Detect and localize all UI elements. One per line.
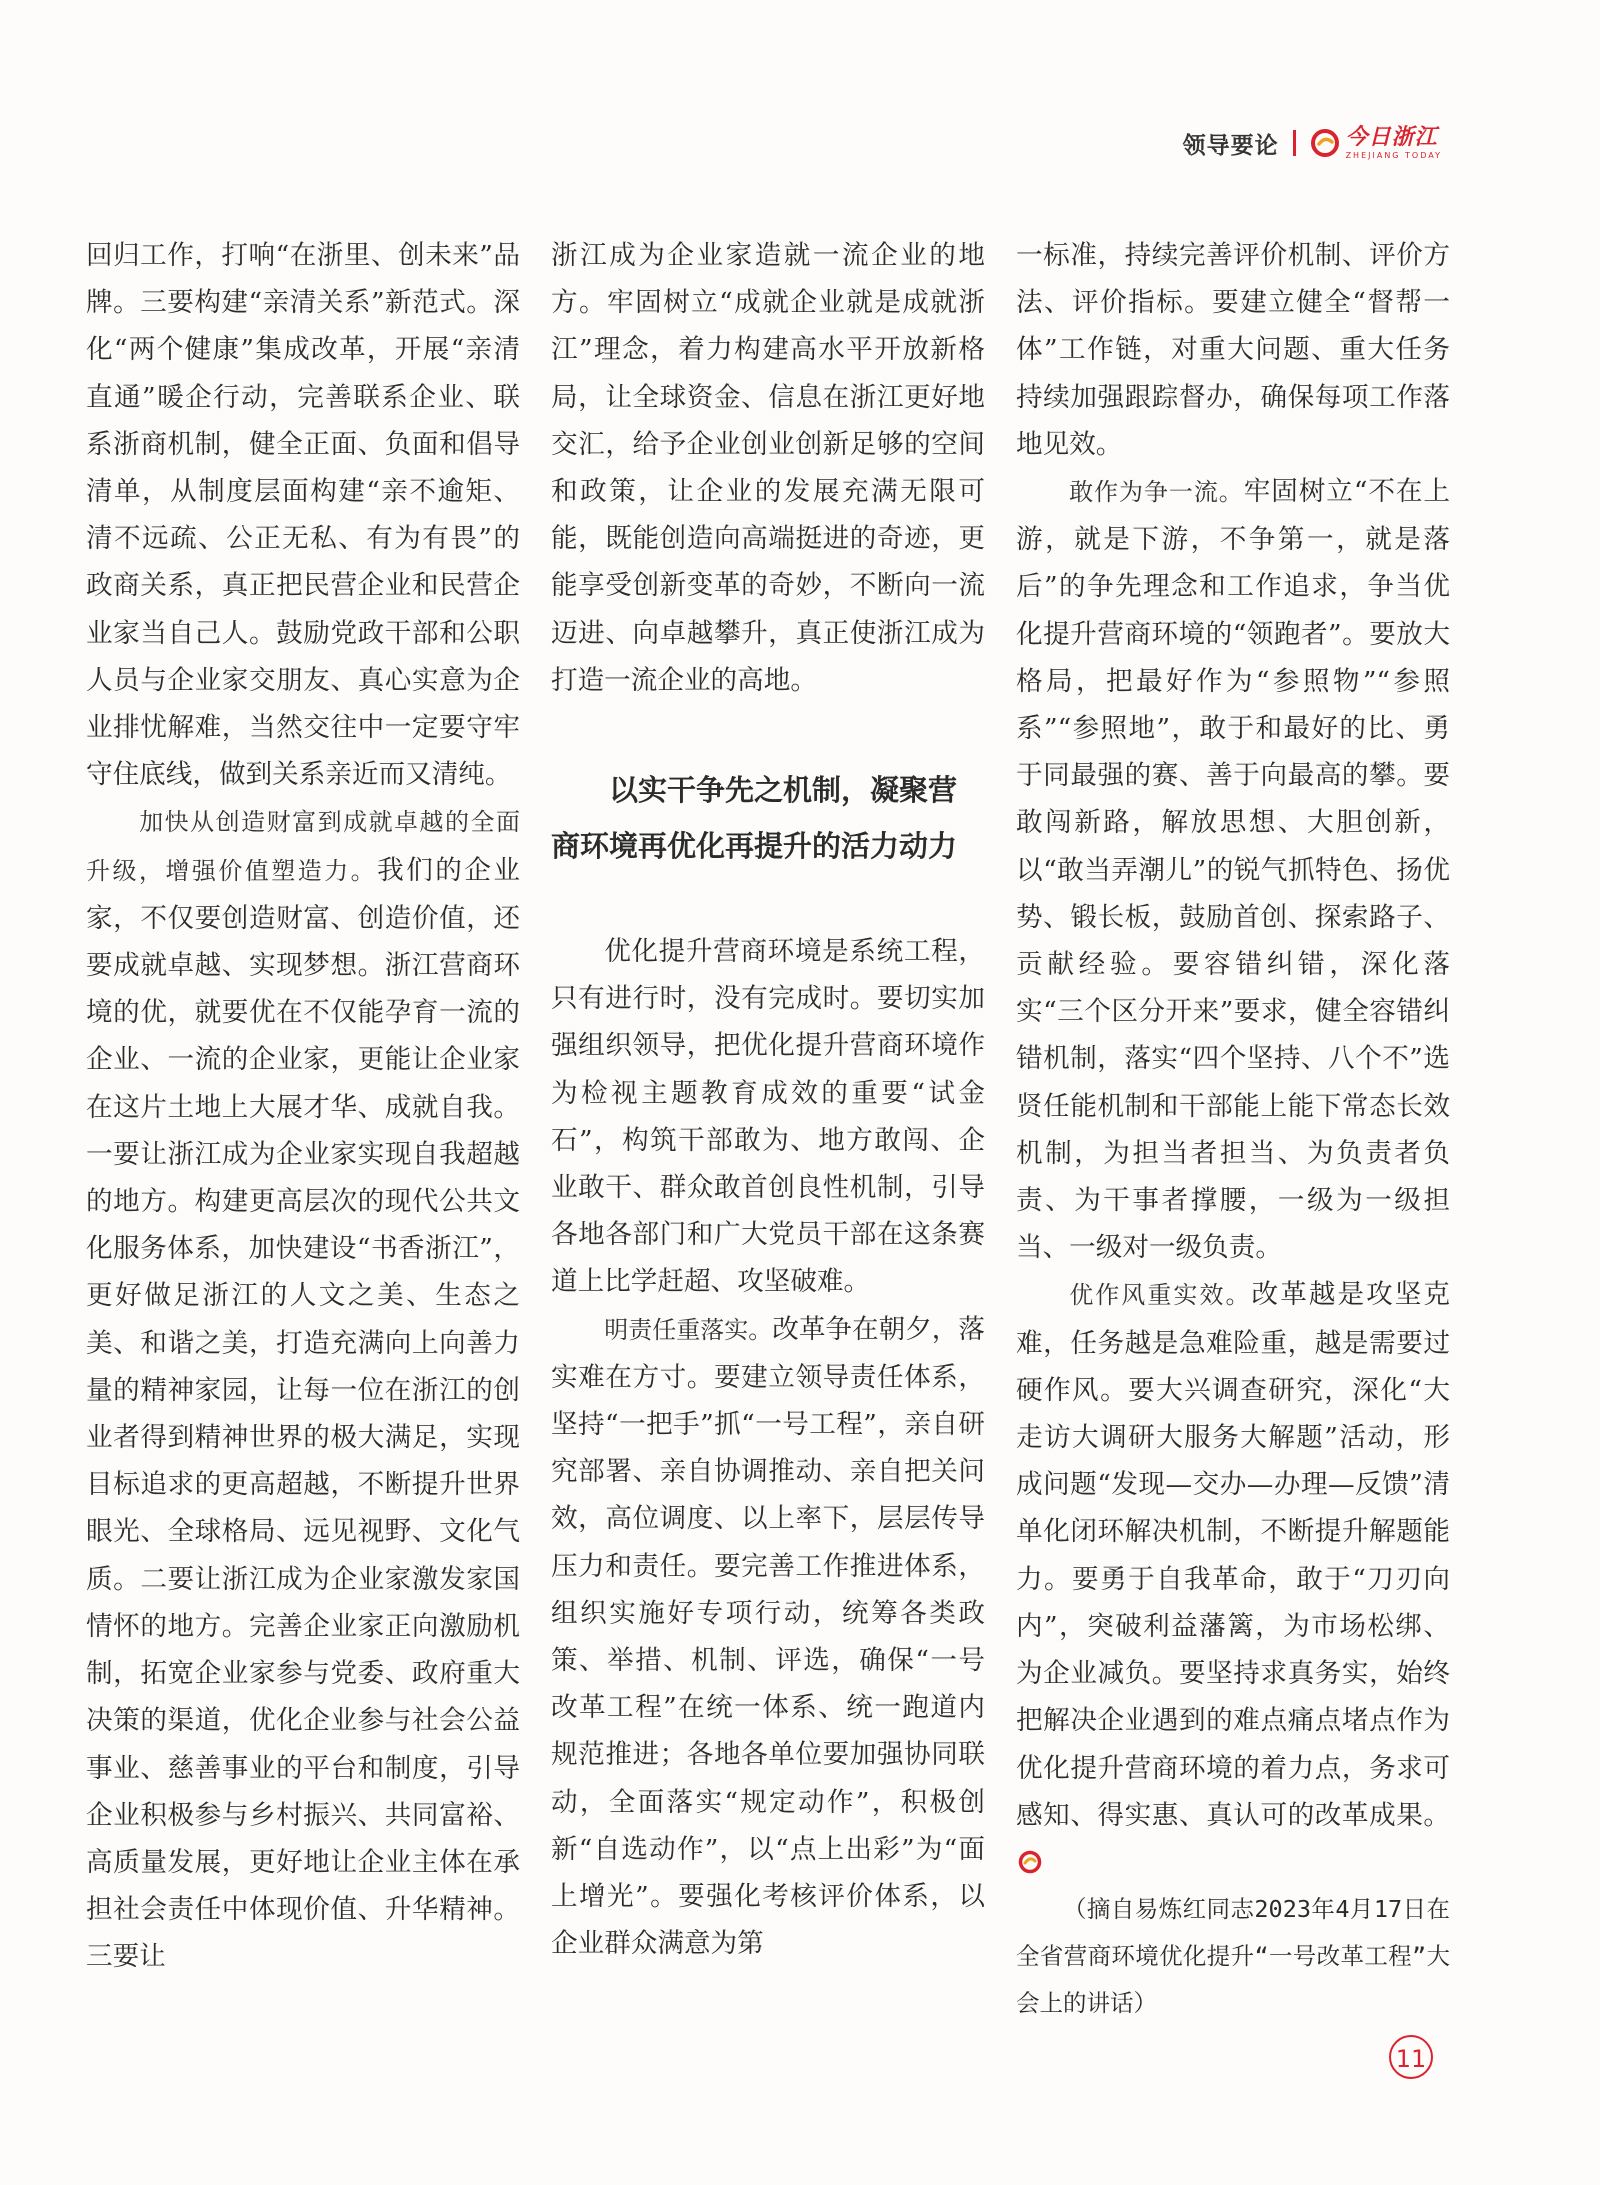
zhejiang-today-end-mark-icon bbox=[1018, 1850, 1042, 1874]
paragraph-lead: 优作风重实效。 bbox=[1069, 1281, 1252, 1310]
paragraph-lead: 敢作为争一流。 bbox=[1069, 478, 1244, 507]
paragraph-body: 牢固树立“不在上游，就是下游，不争第一，就是落后”的争先理念和工作追求，争当优化提升营商环境的“领跑者”。要放大格局，把最好作为“参照物”“参照系”“参照地”，敢于和最好的比、勇于同最强的赛、善于向最高的攀。要敢闯新路，解放思想、大胆创新，以“敢当弄潮儿”的锐气抓特色、扬优势、锻长板，鼓励首创、探索路子、贡献经验。要容错纠错，深化落实“三个区分开来”要求，健全容错纠错机制，落实“四个坚持、八个不”选贤任能机制和干部能上能下常态长效机制，为担当者担当、为负责者负责、为干事者撑腰，一级为一级担当、一级对一级负责。 bbox=[1016, 476, 1450, 1264]
paragraph bbox=[551, 1306, 985, 1968]
column-1 bbox=[86, 232, 520, 1981]
paragraph-lead: 明责任重落实。 bbox=[604, 1315, 773, 1344]
paragraph-body: 我们的企业家，不仅要创造财富、创造价值，还要成就卓越、实现梦想。浙江营商环境的优，就要优在不仅能孕育一流的企业、一流的企业家，更能让企业家在这片土地上大展才华、成就自我。一要让浙江成为企业家实现自我超越的地方。构建更高层次的现代公共文化服务体系，加快建设“书香浙江”，更好做足浙江的人文之美、生态之美、和谐之美，打造充满向上向善力量的精神家园，让每一位在浙江的创业者得到精神世界的极大满足，实现目标追求的更高超越，不断提升世界眼光、全球格局、远见视野、文化气质。二要让浙江成为企业家激发家国情怀的地方。完善企业家正向激励机制，拓宽企业家参与党委、政府重大决策的渠道，优化企业参与社会公益事业、慈善事业的平台和制度，引导企业积极参与乡村振兴、共同富裕、高质量发展，更好地让企业主体在承担社会责任中体现价值、升华精神。三要让 bbox=[86, 854, 520, 1973]
paragraph bbox=[86, 798, 520, 1980]
section-label: 领导要论 bbox=[1182, 132, 1279, 159]
header-divider bbox=[1293, 130, 1296, 156]
paragraph bbox=[1016, 1271, 1450, 1886]
logo-english-text: ZHEJIANG TODAY bbox=[1345, 150, 1442, 160]
paragraph: 浙江成为企业家造就一流企业的地方。牢固树立“成就企业就是成就浙江”理念，着力构建高水平开放新格局，让全球资金、信息在浙江更好地交汇，给予企业创业创新足够的空间和政策，让企业的发展充满无限可能，既能创造向高端挺进的奇迹，更能享受创新变革的奇妙，不断向一流迈进、向卓越攀升，真正使浙江成为打造一流企业的高地。 bbox=[551, 240, 985, 696]
paragraph: 回归工作，打响“在浙里、创未来”品牌。三要构建“亲清关系”新范式。深化“两个健康”集成改革，开展“亲清直通”暖企行动，完善联系企业、联系浙商机制，健全正面、负面和倡导清单，从制度层面构建“亲不逾矩、清不远疏、公正无私、有为有畏”的政商关系，真正把民营企业和民营企业家当自己人。鼓励党政干部和公职人员与企业家交朋友、真心实意为企业排忧解难，当然交往中一定要守牢守住底线，做到关系亲近而又清纯。 bbox=[86, 240, 520, 791]
page-header bbox=[1183, 118, 1442, 168]
paragraph: 一标准，持续完善评价机制、评价方法、评价指标。要建立健全“督帮一体”工作链，对重大问题、重大任务持续加强跟踪督办，确保每项工作落地见效。 bbox=[1016, 240, 1450, 460]
paragraph: 优化提升营商环境是系统工程，只有进行时，没有完成时。要切实加强组织领导，把优化提升营商环境作为检视主题教育成效的重要“试金石”，构筑干部敢为、地方敢闯、企业敢干、群众敢首创良性机制，引导各地各部门和广大党员干部在这条赛道上比学赶超、攻坚破难。 bbox=[551, 936, 985, 1298]
zhejiang-today-logo-icon bbox=[1310, 128, 1340, 158]
logo-chinese-text: 今日浙江 bbox=[1345, 124, 1438, 150]
page-number: 11 bbox=[1389, 2035, 1433, 2079]
paragraph bbox=[1016, 468, 1450, 1271]
magazine-logo bbox=[1310, 124, 1442, 160]
paragraph-lead: 加快从创造财富到成就卓越的全面升级，增强价值塑造力。 bbox=[86, 808, 520, 885]
column-2 bbox=[551, 232, 985, 1968]
column-3 bbox=[1016, 232, 1450, 2027]
paragraph-body: 改革争在朝夕，落实难在方寸。要建立领导责任体系，坚持“一把手”抓“一号工程”，亲自研究部署、亲自协调推动、亲自把关问效，高位调度、以上率下，层层传导压力和责任。要完善工作推进体系，组织实施好专项行动，统筹各类政策、举措、机制、评选，确保“一号改革工程”在统一体系、统一跑道内规范推进；各地各单位要加强协同联动，全面落实“规定动作”，积极创新“自选动作”，以“点上出彩”为“面上增光”。要强化考核评价体系，以企业群众满意为第 bbox=[551, 1313, 985, 1960]
paragraph-body: 改革越是攻坚克难，任务越是急难险重，越是需要过硬作风。要大兴调查研究，深化“大走访大调研大服务大解题”活动，形成问题“发现—交办—办理—反馈”清单化闭环解决机制，不断提升解题能力。要勇于自我革命，敢于“刀刃向内”，突破利益藩篱，为市场松绑、为企业减负。要坚持求真务实，始终把解决企业遇到的难点痛点堵点作为优化提升营商环境的着力点，务求可感知、得实惠、真认可的改革成果。 bbox=[1016, 1279, 1451, 1831]
section-heading: 以实干争先之机制，凝聚营商环境再优化再提升的活力动力 bbox=[551, 773, 958, 864]
source-note: （摘自易炼红同志2023年4月17日在全省营商环境优化提升“一号改革工程”大会上的讲话） bbox=[1016, 1895, 1450, 2018]
